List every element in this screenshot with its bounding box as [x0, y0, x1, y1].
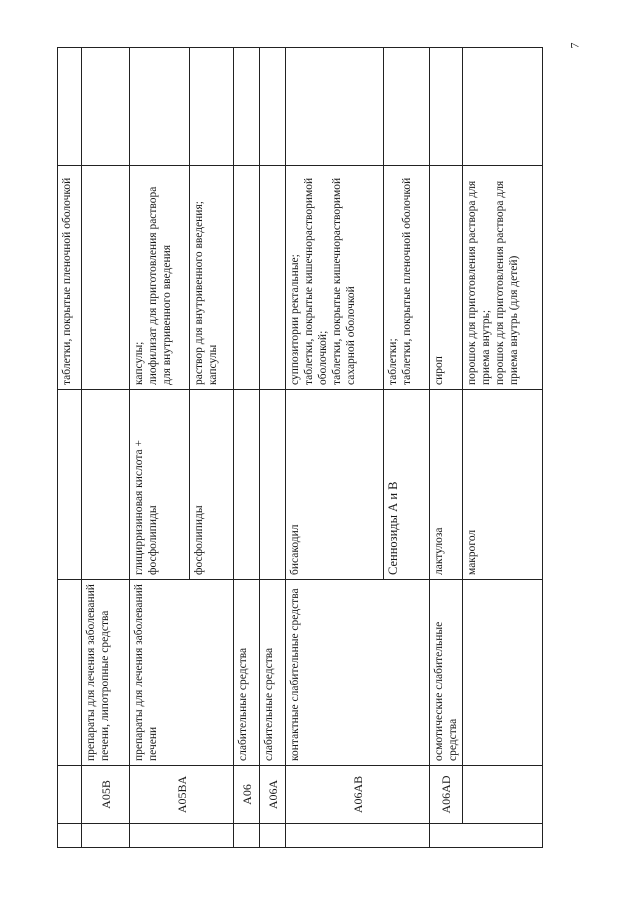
dosage-form: порошок для приготовления раствора для приема внутрь; [466, 180, 492, 385]
atc-code-cell: A06A [260, 766, 286, 824]
extra-cell [82, 48, 130, 166]
rotated-page-content [57, 48, 597, 848]
atc-code-cell: A05BA [130, 766, 234, 824]
row-number-cell [286, 824, 430, 848]
dosage-form: сироп [433, 356, 445, 385]
row-number-cell [234, 824, 260, 848]
atc-code-cell [463, 766, 543, 824]
atc-code-cell: A06 [234, 766, 260, 824]
group-cell: препараты для лечения заболеваний печени [130, 580, 234, 766]
atc-code-cell [58, 766, 82, 824]
dosage-forms-cell [430, 166, 463, 390]
dosage-forms-cell [190, 166, 234, 390]
group-cell [463, 580, 543, 766]
substance-cell: бисакодил [286, 390, 384, 580]
extra-cell [430, 48, 463, 166]
dosage-forms-cell [58, 166, 82, 390]
substance-cell: глицирризиновая кислота + фосфолипиды [130, 390, 190, 580]
atc-code-cell: A06AB [286, 766, 430, 824]
row-number-cell [58, 824, 82, 848]
dosage-forms-cell [234, 166, 260, 390]
dosage-form: порошок для приготовления раствора для приема внутрь (для детей) [494, 180, 520, 385]
dosage-forms-cell [130, 166, 190, 390]
dosage-form: таблетки; [387, 338, 399, 385]
dosage-form: таблетки, покрытые пленочной оболочкой [61, 177, 73, 385]
substance-cell [234, 390, 260, 580]
dosage-forms-cell [384, 166, 430, 390]
dosage-form: капсулы; [133, 341, 145, 385]
table-row [430, 48, 463, 848]
substance-cell: фосфолипиды [190, 390, 234, 580]
extra-cell [260, 48, 286, 166]
extra-cell [58, 48, 82, 166]
row-number-cell [430, 824, 543, 848]
table-row [260, 48, 286, 848]
page-number: 7 [567, 42, 582, 49]
dosage-form: капсулы [207, 344, 219, 385]
dosage-forms-cell [463, 166, 543, 390]
extra-cell [234, 48, 260, 166]
table-row [234, 48, 260, 848]
extra-cell [463, 48, 543, 166]
dosage-forms-cell [260, 166, 286, 390]
extra-cell [130, 48, 190, 166]
atc-code-cell: A05B [82, 766, 130, 824]
medication-table [57, 47, 543, 848]
substance-cell [260, 390, 286, 580]
table-row [463, 48, 543, 848]
extra-cell [190, 48, 234, 166]
dosage-forms-cell [286, 166, 384, 390]
group-cell: препараты для лечения заболеваний печени, липотропные средства [82, 580, 130, 766]
substance-cell: Сеннозиды А и В [384, 390, 430, 580]
extra-cell [286, 48, 384, 166]
group-cell: осмотические слабительные средства [430, 580, 463, 766]
dosage-form: лиофилизат для приготовления раствора для внутривенного введения [147, 186, 173, 385]
substance-cell: лактулоза [430, 390, 463, 580]
row-number-cell [260, 824, 286, 848]
dosage-form: раствор для внутривенного введения; [193, 201, 205, 385]
dosage-form: таблетки, покрытые пленочной оболочкой [401, 177, 413, 385]
atc-code-cell: A06AD [430, 766, 463, 824]
row-number-cell [82, 824, 130, 848]
table-row [82, 48, 130, 848]
dosage-form: таблетки, покрытые кишечнорастворимой оболочкой; [303, 177, 329, 385]
table-row [286, 48, 384, 848]
group-cell: слабительные средства [260, 580, 286, 766]
dosage-form: суппозитории ректальные; [289, 254, 301, 385]
table-row [58, 48, 82, 848]
substance-cell [58, 390, 82, 580]
group-cell: контактные слабительные средства [286, 580, 430, 766]
group-cell [58, 580, 82, 766]
dosage-form: таблетки, покрытые кишечнорастворимой сахарной оболочкой [331, 177, 357, 385]
substance-cell: макрогол [463, 390, 543, 580]
extra-cell [384, 48, 430, 166]
group-cell: слабительные средства [234, 580, 260, 766]
table-row [130, 48, 190, 848]
substance-cell [82, 390, 130, 580]
row-number-cell [130, 824, 234, 848]
dosage-forms-cell [82, 166, 130, 390]
